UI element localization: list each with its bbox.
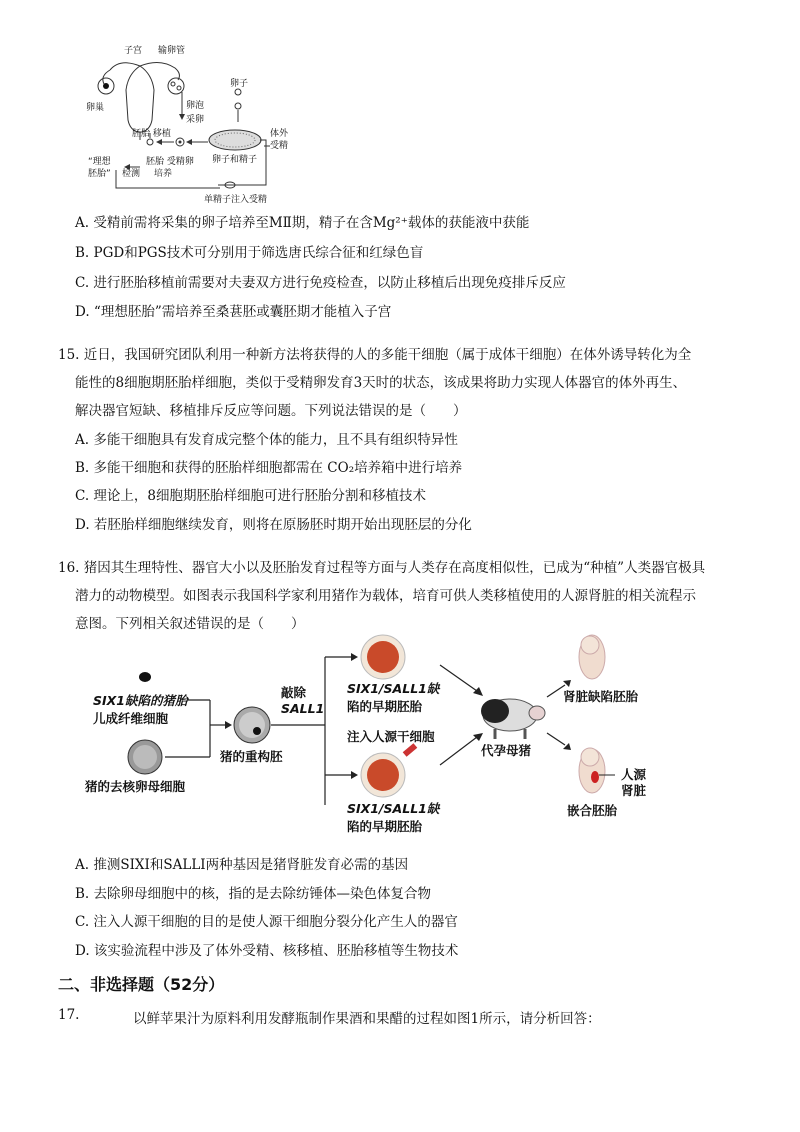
q15-option-c: C. 理论上，8细胞期胚胎样细胞可进行胚胎分割和移植技术: [75, 488, 427, 504]
detect-label: 检测: [122, 169, 141, 179]
embryo-culture-label-1: 胚胎 受精卵: [146, 157, 194, 167]
reconstructed-embryo-label: 猪的重构胚: [220, 749, 283, 764]
q16-stem-line-3: 意图。下列相关叙述错误的是（ ）: [75, 616, 305, 632]
ideal-label-1: “理想: [88, 157, 111, 167]
q14-option-a: A. 受精前需将采集的卵子培养至MⅡ期，精子在含Mg²⁺载体的获能液中获能: [75, 215, 530, 231]
in-vitro-label-1: 体外: [270, 129, 289, 139]
q15-stem-line-1: 15. 近日，我国研究团队利用一种新方法将获得的人的多能干细胞（属于成体干细胞）在体外诱导转化为全: [58, 347, 692, 363]
early-embryo-bottom-label-1: SIX1/SALL1缺: [347, 801, 440, 816]
q16-option-b: B. 去除卵母细胞中的核，指的是去除纺锤体—染色体复合物: [75, 886, 432, 902]
q15-option-a: A. 多能干细胞具有发育成完整个体的能力，且不具有组织特异性: [75, 432, 458, 448]
section-heading: 二、非选择题（52分）: [58, 975, 225, 994]
oviduct-label: 输卵管: [158, 46, 186, 56]
embryo-culture-label-2: 培养: [154, 169, 173, 179]
inject-label: 注入人源干细胞: [347, 729, 435, 744]
pig-chimera-diagram: [85, 625, 685, 840]
oocyte-label: 猪的去核卵母细胞: [85, 779, 186, 794]
q15-option-b: B. 多能干细胞和获得的胚胎样细胞都需在 CO₂培养箱中进行培养: [75, 460, 463, 476]
q15-option-d: D. 若胚胎样细胞继续发育，则将在原肠胚时期开始出现胚层的分化: [75, 517, 472, 533]
q16-option-c: C. 注入人源干细胞的目的是使人源干细胞分裂分化产生人的器官: [75, 914, 458, 930]
q14-option-c: C. 进行胚胎移植前需要对夫妻双方进行免疫检查，以防止移植后出现免疫排斥反应: [75, 275, 566, 291]
fibroblast-label-2: 儿成纤维细胞: [93, 711, 169, 726]
ovary-label: 卵巢: [86, 103, 105, 113]
early-embryo-top-label-1: SIX1/SALL1缺: [347, 681, 440, 696]
kidney-defect-label: 肾脏缺陷胚胎: [563, 689, 639, 704]
knockout-label-1: 敲除: [281, 685, 307, 700]
ivf-diagram: [80, 40, 310, 205]
icsi-label: 单精子注入受精: [204, 195, 268, 205]
q14-option-b: B. PGD和PGS技术可分别用于筛选唐氏综合征和红绿色盲: [75, 245, 424, 261]
q17-text: 以鲜苹果汁为原料利用发酵瓶制作果酒和果醋的过程如图1所示，请分析回答：: [133, 1011, 601, 1027]
human-kidney-label-1: 人源: [621, 767, 647, 782]
in-vitro-label-2: 受精: [270, 141, 289, 151]
follicle-label: 卵泡: [186, 101, 205, 111]
egg-sperm-label: 卵子和精子: [212, 155, 258, 165]
knockout-label-2: SALL1: [281, 701, 325, 716]
uterus-label: 子宫: [124, 46, 143, 56]
early-embryo-top-label-2: 陷的早期胚胎: [347, 699, 423, 714]
q16-option-a: A. 推测SIXI和SALLI两种基因是猪肾脏发育必需的基因: [75, 857, 409, 873]
early-embryo-bottom-label-2: 陷的早期胚胎: [347, 819, 423, 834]
fibroblast-label-1: SIX1缺陷的猪胎: [93, 693, 188, 708]
ideal-label-2: 胚胎”: [88, 169, 111, 179]
egg-label: 卵子: [230, 79, 249, 89]
q14-option-d: D. “理想胚胎”需培养至桑葚胚或囊胚期才能植入子宫: [75, 304, 392, 320]
embryo-transfer-label: 胚胎 移植: [132, 129, 171, 139]
q15-stem-line-3: 解决器官短缺、移植排斥反应等问题。下列说法错误的是（ ）: [75, 403, 467, 419]
q16-stem-line-2: 潜力的动物模型。如图表示我国科学家利用猪作为载体，培育可供人类移植使用的人源肾脏的相关流程示: [75, 588, 696, 604]
surrogate-label: 代孕母猪: [481, 743, 532, 758]
q16-stem-line-1: 16. 猪因其生理特性、器官大小以及胚胎发育过程等方面与人类存在高度相似性，已成为“种植”人类器官极具: [58, 560, 706, 576]
collect-egg-label: 采卵: [186, 115, 205, 125]
human-kidney-label-2: 肾脏: [621, 783, 647, 798]
q16-option-d: D. 该实验流程中涉及了体外受精、核移植、胚胎移植等生物技术: [75, 943, 459, 959]
q17-number: 17.: [58, 1007, 80, 1023]
chimera-label: 嵌合胚胎: [567, 803, 618, 818]
q15-stem-line-2: 能性的8细胞期胚胎样细胞，类似于受精卵发育3天时的状态，该成果将助力实现人体器官的体外再生、: [75, 375, 687, 391]
